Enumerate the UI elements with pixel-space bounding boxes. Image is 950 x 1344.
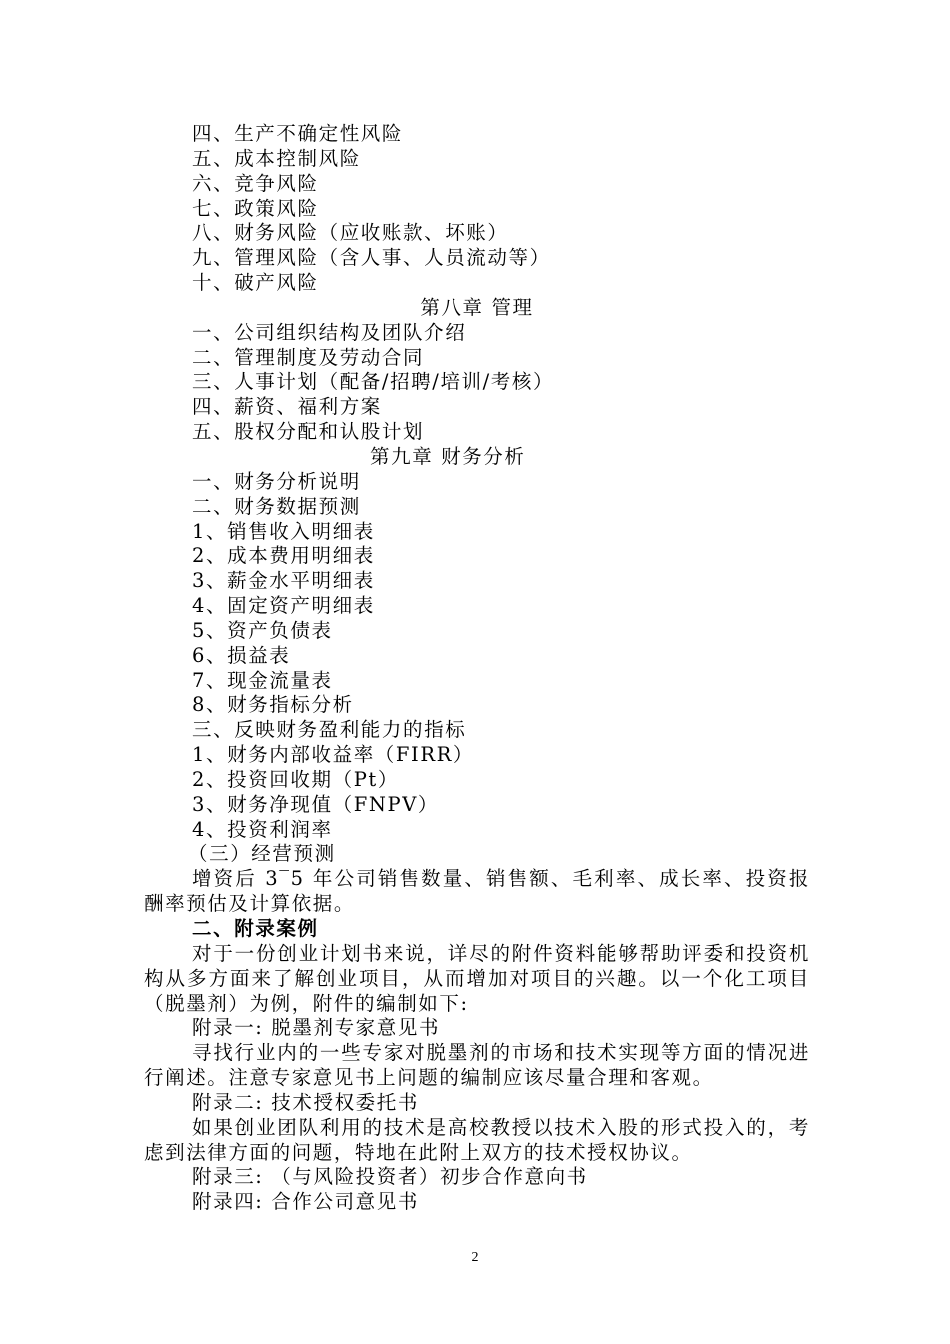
appendix-3-title: 附录三: （与风险投资者）初步合作意向书 [192, 1165, 588, 1189]
chapter-9-item: 7、现金流量表 [192, 668, 333, 692]
forecast-heading: （三）经营预测 [188, 842, 336, 866]
chapter-9-item: 2、投资回收期（Pt） [192, 767, 399, 791]
chapter-9-item: 8、财务指标分析 [192, 693, 354, 717]
risk-item: 五、成本控制风险 [192, 146, 361, 170]
appendix-heading: 二、附录案例 [192, 917, 319, 940]
chapter-9-item: 1、财务内部收益率（FIRR） [192, 743, 475, 767]
appendix-4-title: 附录四: 合作公司意见书 [192, 1190, 419, 1214]
document-body [144, 122, 810, 1215]
chapter-9-item: 4、投资利润率 [192, 817, 333, 841]
chapter-8-item: 五、股权分配和认股计划 [192, 420, 425, 444]
risk-item: 六、竞争风险 [192, 171, 319, 195]
appendix-1-paragraph: 寻找行业内的一些专家对脱墨剂的市场和技术实现等方面的情况进行阐述。注意专家意见书上问题的编制应该尽量合理和客观。 [144, 1041, 810, 1090]
appendix-2-paragraph: 如果创业团队利用的技术是高校教授以技术入股的形式投入的，考虑到法律方面的问题，特地在此附上双方的技术授权协议。 [144, 1115, 810, 1164]
chapter-9-item: 3、财务净现值（FNPV） [192, 792, 440, 816]
appendix-2-title: 附录二: 技术授权委托书 [192, 1090, 419, 1114]
chapter-9-item: 6、损益表 [192, 643, 291, 667]
page-number: 2 [471, 1250, 479, 1265]
chapter-8-item: 二、管理制度及劳动合同 [192, 345, 425, 369]
appendix-intro-paragraph: 对于一份创业计划书来说，详尽的附件资料能够帮助评委和投资机构从多方面来了解创业项目，从而增加对项目的兴趣。以一个化工项目（脱墨剂）为例，附件的编制如下: [144, 941, 810, 1015]
risk-item: 八、财务风险（应收账款、坏账） [192, 221, 509, 245]
chapter-9-item: 5、资产负债表 [192, 618, 333, 642]
chapter-8-item: 四、薪资、福利方案 [192, 395, 382, 419]
risk-item: 十、破产风险 [192, 271, 319, 295]
chapter-9-item: 1、销售收入明细表 [192, 519, 375, 543]
chapter-9-item: 3、薪金水平明细表 [192, 569, 375, 593]
appendix-1-title: 附录一: 脱墨剂专家意见书 [192, 1016, 441, 1040]
forecast-paragraph: 增资后 3‾5 年公司销售数量、销售额、毛利率、成长率、投资报酬率预估及计算依据。 [144, 867, 810, 916]
risk-item: 七、政策风险 [192, 196, 319, 220]
chapter-9-item: 4、固定资产明细表 [192, 594, 375, 618]
chapter-8-title: 第八章 管理 [420, 295, 534, 319]
chapter-9-title: 第九章 财务分析 [370, 444, 526, 468]
chapter-9-item: 三、反映财务盈利能力的指标 [192, 718, 467, 742]
risk-item: 四、生产不确定性风险 [192, 122, 404, 145]
chapter-9-item: 二、财务数据预测 [192, 494, 361, 518]
chapter-8-item: 三、人事计划（配备/招聘/培训/考核） [192, 370, 555, 394]
risk-item: 九、管理风险（含人事、人员流动等） [192, 246, 551, 270]
chapter-8-item: 一、公司组织结构及团队介绍 [192, 320, 467, 344]
chapter-9-item: 一、财务分析说明 [192, 469, 361, 493]
chapter-9-item: 2、成本费用明细表 [192, 544, 375, 568]
